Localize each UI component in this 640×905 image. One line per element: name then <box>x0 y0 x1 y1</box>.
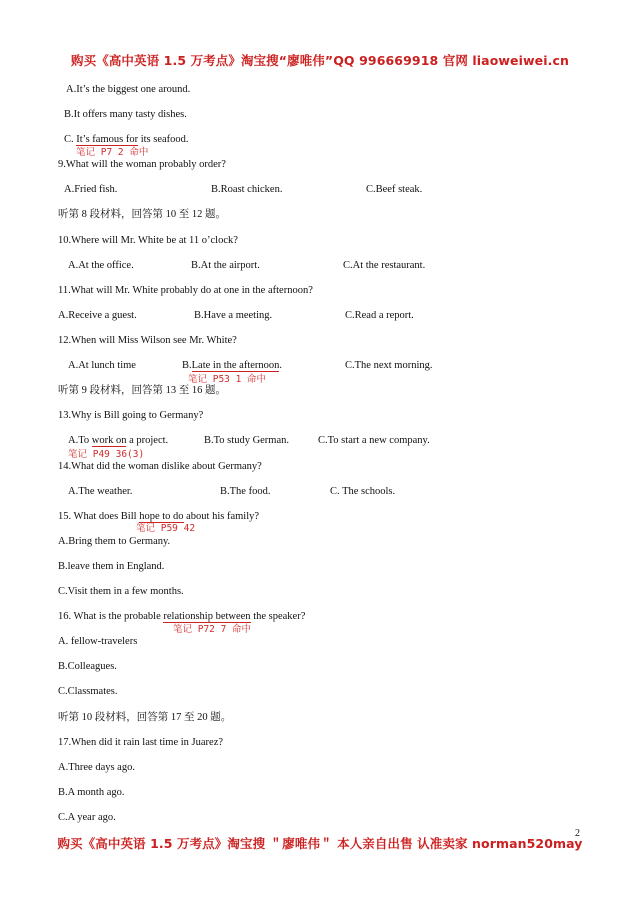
q12-option-b-prefix: B. <box>182 360 192 371</box>
handwritten-note-2: 笔记 P53 1 命中 <box>188 374 267 385</box>
q11-option-c: C.Read a report. <box>345 310 414 321</box>
q12-option-a: A.At lunch time <box>68 360 136 371</box>
q16-option-c: C.Classmates. <box>58 686 118 697</box>
q9-stem: 9.What will the woman probably order? <box>58 159 226 170</box>
q16-option-b: B.Colleagues. <box>58 661 117 672</box>
q12-underlined-phrase: Late in the afternoon <box>191 360 280 371</box>
header-advert: 购买《高中英语 1.5 万考点》淘宝搜“廖唯伟”QQ 996669918 官网 liaoweiwei.cn <box>71 53 569 68</box>
q17-option-c: C.A year ago. <box>58 812 116 823</box>
q13-option-a-suffix: a project. <box>126 435 169 446</box>
q9-option-c: C.Beef steak. <box>366 184 423 195</box>
q15-underlined-phrase: hope to do <box>139 511 184 522</box>
q9-option-b: B.Roast chicken. <box>211 184 283 195</box>
q15-stem-suffix: about his family? <box>183 511 260 522</box>
q13-option-c: C.To start a new company. <box>318 435 430 446</box>
q16-stem-suffix: the speaker? <box>250 611 306 622</box>
q8-option-c-prefix: C. <box>64 134 77 145</box>
q16-stem <box>58 610 305 623</box>
q17-stem: 17.When did it rain last time in Juarez? <box>58 737 224 748</box>
footer-advert: 购买《高中英语 1.5 万考点》淘宝搜 ＂廖唯伟＂ 本人亲自出售 认准卖家 norman520may <box>57 836 583 851</box>
section-9-instruction: 听第 9 段材料，回答第 13 至 16 题。 <box>58 385 226 396</box>
q10-option-b: B.At the airport. <box>191 260 260 271</box>
q14-option-c: C. The schools. <box>330 486 396 497</box>
handwritten-note-1: 笔记 P7 2 命中 <box>76 147 149 158</box>
q17-option-a: A.Three days ago. <box>58 762 135 773</box>
q12-stem: 12.When will Miss Wilson see Mr. White? <box>58 335 237 346</box>
q10-option-a: A.At the office. <box>68 260 134 271</box>
q11-stem: 11.What will Mr. White probably do at one in the afternoon? <box>58 285 313 296</box>
q13-underlined-phrase: work on <box>91 435 127 446</box>
q15-option-a: A.Bring them to Germany. <box>58 536 171 547</box>
q13-option-b: B.To study German. <box>204 435 290 446</box>
handwritten-note-4: 笔记 P59 42 <box>136 523 196 534</box>
q15-option-c: C.Visit them in a few months. <box>58 586 184 597</box>
q8-underlined-phrase: It’s famous for <box>76 134 139 145</box>
q13-stem: 13.Why is Bill going to Germany? <box>58 410 204 421</box>
q12-option-b-suffix: . <box>279 360 283 371</box>
q14-option-a: A.The weather. <box>68 486 133 497</box>
q17-option-b: B.A month ago. <box>58 787 125 798</box>
q12-option-c: C.The next morning. <box>345 360 433 371</box>
q8-option-c-suffix: its seafood. <box>138 134 189 145</box>
q16-underlined-phrase: relationship between <box>163 611 251 622</box>
q15-option-b: B.leave them in England. <box>58 561 165 572</box>
handwritten-note-5: 笔记 P72 7 命中 <box>173 624 252 635</box>
q9-option-a: A.Fried fish. <box>64 184 118 195</box>
q15-stem <box>58 510 259 523</box>
q13-option-a-prefix: A.To <box>68 435 92 446</box>
q16-stem-prefix: 16. What is the probable <box>58 611 164 622</box>
handwritten-note-3: 笔记 P49 36(3) <box>68 449 145 460</box>
q14-stem: 14.What did the woman dislike about Germany? <box>58 461 262 472</box>
q11-option-a: A.Receive a guest. <box>58 310 137 321</box>
q10-stem: 10.Where will Mr. White be at 11 o’clock? <box>58 235 238 246</box>
q8-option-a: A.It’s the biggest one around. <box>66 84 191 95</box>
q8-option-b: B.It offers many tasty dishes. <box>64 109 187 120</box>
q8-option-c <box>64 133 189 146</box>
section-10-instruction: 听第 10 段材料，回答第 17 至 20 题。 <box>58 712 232 723</box>
q16-option-a: A. fellow-travelers <box>58 636 138 647</box>
page-number: 2 <box>575 828 580 839</box>
q12-option-b <box>182 359 282 372</box>
q15-stem-prefix: 15. What does Bill <box>58 511 140 522</box>
q14-option-b: B.The food. <box>220 486 271 497</box>
q13-option-a <box>68 434 168 447</box>
q11-option-b: B.Have a meeting. <box>194 310 273 321</box>
q10-option-c: C.At the restaurant. <box>343 260 426 271</box>
section-8-instruction: 听第 8 段材料，回答第 10 至 12 题。 <box>58 209 226 220</box>
